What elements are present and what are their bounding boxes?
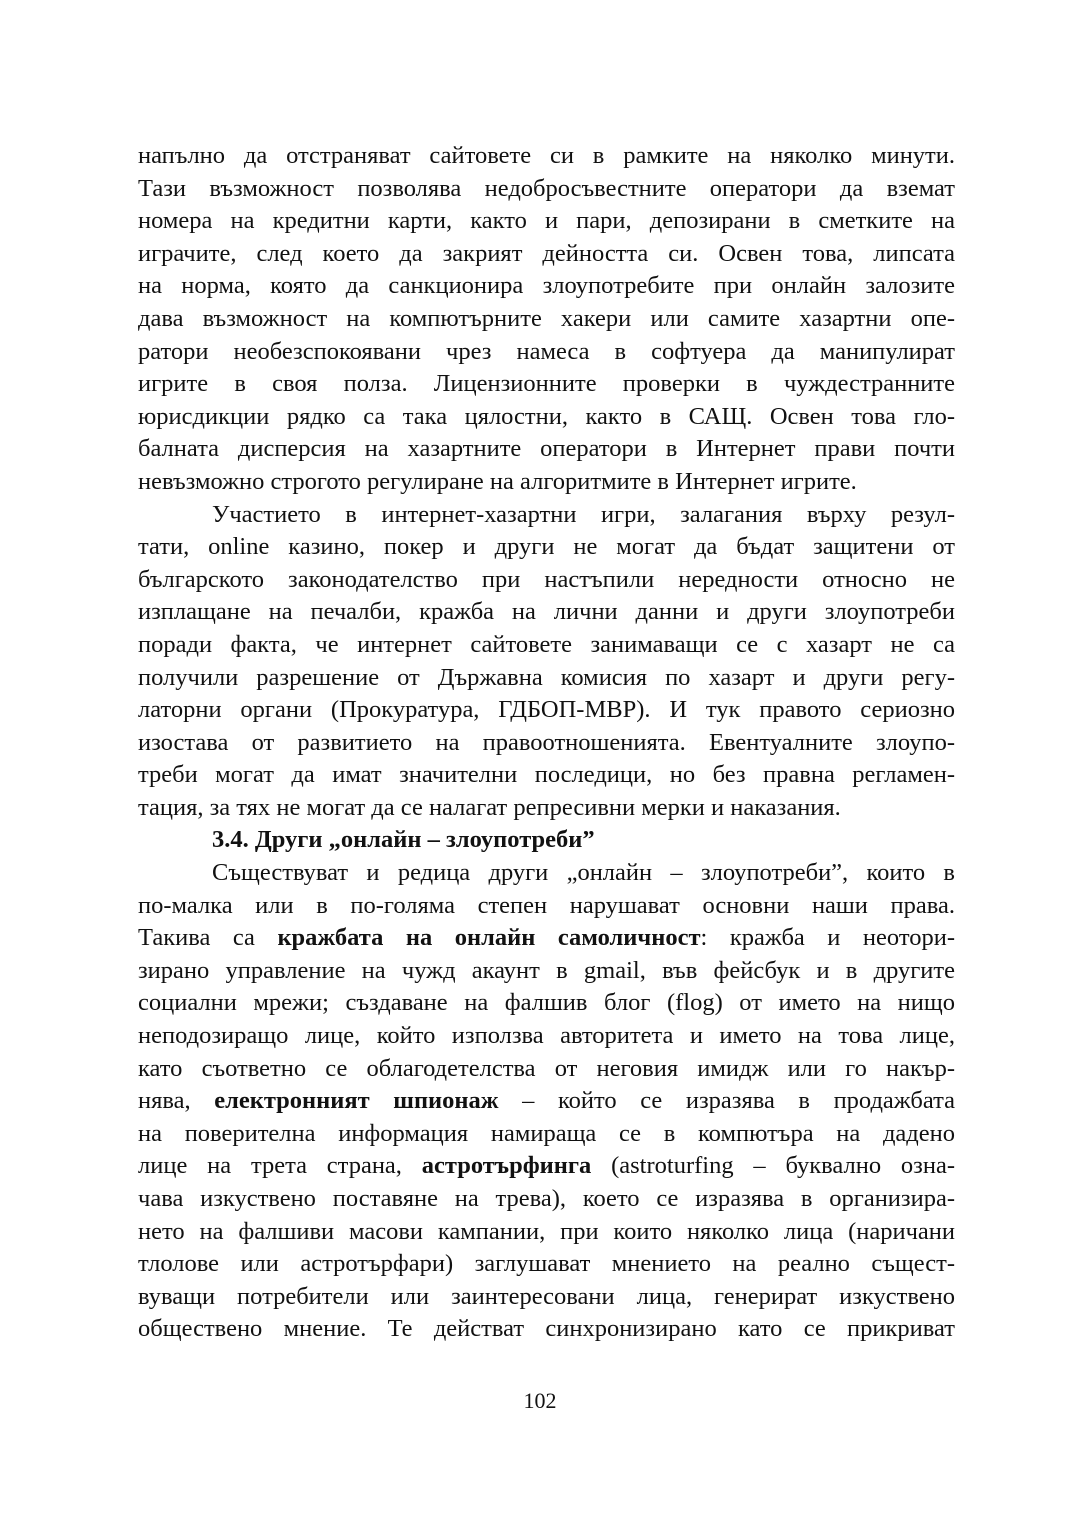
bold-term: астротърфинга xyxy=(421,1152,592,1180)
text-line: игрите в своя полза. Лицензионните проверки в чуждестранните xyxy=(138,370,955,398)
text-line: социални мрежи; създаване на фалшив блог (flog) от името на нищо xyxy=(138,989,955,1017)
text-line: балната дисперсия на хазартните оператори в Интернет прави почти xyxy=(138,435,955,463)
text-line: тация, за тях не могат да се налагат репресивни мерки и наказания. xyxy=(138,793,841,821)
text-line: получили разрешение от Държавна комисия по хазарт и други регу- xyxy=(138,663,955,691)
text-line: българското законодателство при настъпили нередности относно не xyxy=(138,565,955,593)
text-line: напълно да отстраняват сайтовете си в рамките на няколко минути. xyxy=(138,142,955,169)
text-segment: : кражба и неотори- xyxy=(700,924,955,952)
text-segment: лице на трета страна, xyxy=(138,1152,422,1180)
text-line: изостава от развитието на правоотношенията. Евентуалните злоупо- xyxy=(138,728,955,756)
page-number: 102 xyxy=(523,1388,557,1413)
text-line: треби могат да имат значителни последици, но без правна регламен- xyxy=(138,761,955,789)
text-line: зирано управление на чужд акаунт в gmail, във фейсбук и в другите xyxy=(138,956,955,984)
text-line: Участието в интернет-хазартни игри, залагания върху резул- xyxy=(212,500,955,528)
text-line: Съществуват и редица други „онлайн – злоупотреби”, които в xyxy=(212,859,955,887)
paragraph-3 xyxy=(138,857,955,1346)
text-line: тлолове или астротърфари) заглушават мнението на реално същест- xyxy=(138,1250,955,1278)
document-body xyxy=(138,140,955,1346)
text-line: играчите, след което да закрият дейността си. Освен това, липсата xyxy=(138,239,955,267)
text-segment: (astroturfing – буквално озна- xyxy=(591,1152,955,1180)
paragraph-1 xyxy=(138,140,955,499)
section-heading: 3.4. Други „онлайн – злоупотреби” xyxy=(212,826,595,854)
text-line: Тази възможност позволява недобросъвестните оператори да вземат xyxy=(138,174,955,202)
text-line xyxy=(138,922,955,955)
text-line: неподозиращо лице, който използва авторитета и името на това лице, xyxy=(138,1022,955,1050)
bold-term: електронният шпионаж xyxy=(214,1087,499,1115)
text-line: тати, online казино, покер и други не могат да бъдат защитени от xyxy=(138,533,955,561)
text-line: обществено мнение. Те действат синхронизирано като се прикриват xyxy=(138,1315,955,1343)
text-segment: Такива са xyxy=(138,924,278,952)
text-line: на поверителна информация намираща се в компютъра на дадено xyxy=(138,1119,955,1147)
text-line: номера на кредитни карти, както и пари, депозирани в сметките на xyxy=(138,207,955,235)
text-line: изплащане на печалби, кражба на лични данни и други злоупотреби xyxy=(138,598,955,626)
text-line: поради факта, че интернет сайтовете занимаващи се с хазарт не са xyxy=(138,630,955,658)
text-line: дава възможност на компютърните хакери или самите хазартни опе- xyxy=(138,304,955,332)
text-segment: нява, xyxy=(138,1087,215,1115)
text-line: по-малка или в по-голяма степен нарушават основни наши права. xyxy=(138,891,955,919)
text-line xyxy=(138,1085,955,1118)
text-line: нето на фалшиви масови кампании, при които няколко лица (наричани xyxy=(138,1217,955,1245)
text-line: ратори необезспокоявани чрез намеса в софтуера да манипулират xyxy=(138,337,955,365)
text-line: вуващи потребители или заинтересовани лица, генерират изкуствено xyxy=(138,1282,955,1310)
text-segment: – който се изразява в продажбата xyxy=(498,1087,956,1115)
text-line: юрисдикции рядко са така цялостни, както в САЩ. Освен това гло- xyxy=(138,402,955,430)
paragraph-2 xyxy=(138,499,955,825)
text-line: латорни органи (Прокуратура, ГДБОП-МВР). И тук правото сериозно xyxy=(138,696,955,724)
text-line: невъзможно строгото регулиране на алгоритмите в Интернет игрите. xyxy=(138,467,857,495)
text-line: като съответно се облагодетелства от неговия имидж или го накър- xyxy=(138,1054,955,1082)
bold-term: кражбата на онлайн самоличност xyxy=(277,924,701,952)
text-line xyxy=(138,1150,955,1183)
text-line: на норма, която да санкционира злоупотребите при онлайн залозите xyxy=(138,272,955,300)
text-line: чава изкуствено поставяне на трева), което се изразява в организира- xyxy=(138,1185,955,1212)
